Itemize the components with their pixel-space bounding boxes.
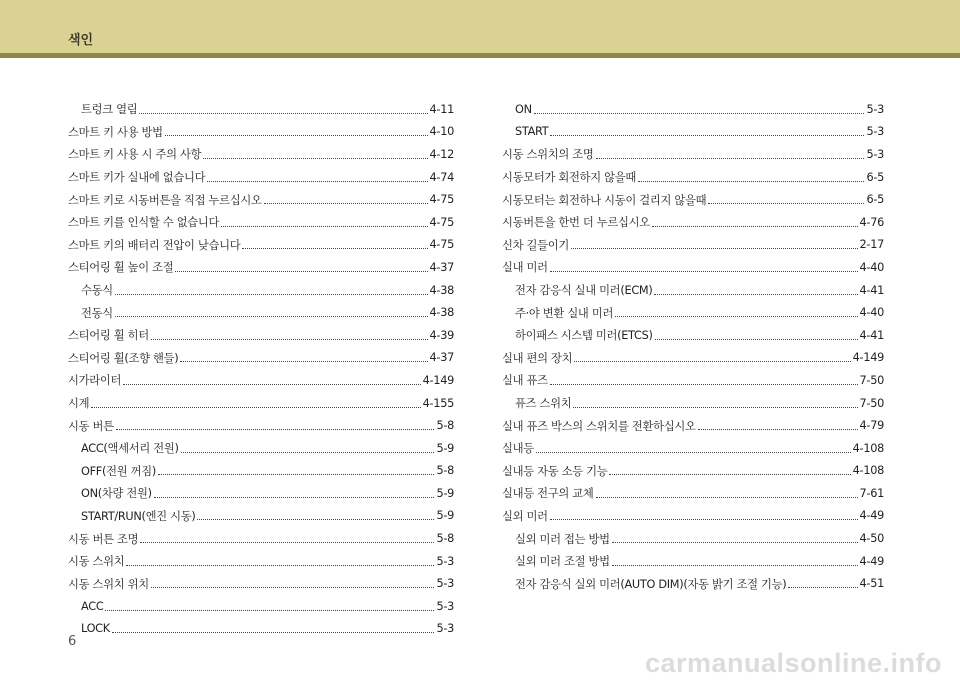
index-entry-label: 실내등 자동 소등 기능: [502, 464, 608, 478]
dot-leader: [652, 226, 858, 227]
index-entry-label: 시동 스위치: [68, 555, 125, 569]
index-entry-page: 4-108: [852, 464, 884, 478]
index-entry-label: LOCK: [81, 622, 110, 636]
dot-leader: [175, 271, 427, 272]
index-entry: [502, 279, 884, 302]
index-entry-label: 수동식: [81, 284, 113, 298]
index-entry-page: 4-10: [429, 125, 454, 139]
index-entry-label: 퓨즈 스위치: [515, 397, 572, 411]
index-entry-label: 실내 편의 장치: [502, 351, 573, 365]
index-entry: [502, 188, 884, 211]
index-entry: [68, 211, 454, 234]
index-entry: [68, 527, 454, 550]
index-entry: [502, 527, 884, 550]
index-entry-page: 4-155: [422, 396, 454, 410]
index-entry-page: 4-76: [859, 215, 884, 229]
index-entry-page: 7-50: [859, 396, 884, 410]
dot-leader: [242, 248, 427, 249]
index-entry-page: 4-37: [429, 351, 454, 365]
index-entry-label: 실내 미러: [502, 261, 548, 275]
dot-leader: [550, 271, 858, 272]
index-entry-page: 4-11: [429, 102, 454, 116]
index-entry-label: 실내등: [502, 442, 534, 456]
dot-leader: [573, 407, 857, 408]
index-entry: [502, 572, 884, 595]
dot-leader: [203, 158, 427, 159]
index-entry: [68, 414, 454, 437]
header-bar: [0, 0, 960, 53]
dot-leader: [698, 429, 858, 430]
dot-leader: [609, 474, 850, 475]
index-entry-label: 실외 미러: [502, 509, 548, 523]
index-entry: [68, 234, 454, 257]
index-entry-page: 4-75: [429, 193, 454, 207]
index-entry: [502, 121, 884, 144]
dot-leader: [550, 384, 858, 385]
page-number: 6: [68, 634, 77, 649]
dot-leader: [534, 113, 865, 114]
watermark: carmanualsonline.info: [644, 648, 942, 678]
index-entry: [68, 256, 454, 279]
dot-leader: [181, 452, 435, 453]
dot-leader: [596, 497, 858, 498]
dot-leader: [596, 158, 865, 159]
dot-leader: [116, 429, 435, 430]
index-entry-page: 4-12: [429, 147, 454, 161]
header-divider: [0, 53, 960, 58]
index-entry-page: 4-41: [859, 283, 884, 297]
index-entry-label: 트렁크 열림: [81, 103, 138, 117]
index-entry: [502, 347, 884, 370]
index-entry-label: 시동 버튼: [68, 419, 114, 433]
index-entry-page: 7-61: [859, 486, 884, 500]
index-column-right: [502, 98, 884, 595]
index-entry-page: 4-40: [859, 260, 884, 274]
index-entry-label: START: [515, 125, 549, 139]
index-entry: [502, 211, 884, 234]
index-entry: [502, 369, 884, 392]
index-entry-page: 5-8: [436, 419, 454, 433]
dot-leader: [115, 316, 428, 317]
dot-leader: [638, 181, 865, 182]
index-entry-page: 5-3: [436, 554, 454, 568]
index-entry: [502, 256, 884, 279]
dot-leader: [105, 610, 434, 611]
index-entry-page: 4-49: [859, 554, 884, 568]
index-entry-page: 4-41: [859, 328, 884, 342]
index-entry-label: 스티어링 휠 히터: [68, 329, 149, 343]
index-entry-label: START/RUN(엔진 시동): [81, 509, 196, 523]
index-entry-label: 시동모터는 회전하나 시동이 걸리지 않을때: [502, 193, 707, 207]
dot-leader: [158, 474, 434, 475]
index-entry: [502, 460, 884, 483]
index-entry-page: 4-40: [859, 306, 884, 320]
dot-leader: [140, 542, 434, 543]
index-entry-page: 4-75: [429, 238, 454, 252]
index-entry-label: 실내 퓨즈 박스의 스위치를 전환하십시오: [502, 419, 696, 433]
index-entry-page: 4-51: [859, 577, 884, 591]
index-entry: [502, 414, 884, 437]
index-entry-page: 4-149: [852, 351, 884, 365]
index-entry-page: 5-8: [436, 464, 454, 478]
index-entry: [68, 143, 454, 166]
index-entry: [502, 392, 884, 415]
index-entry-label: ON(차량 전원): [81, 487, 152, 501]
index-entry-label: 스마트 키가 실내에 없습니다: [68, 171, 206, 185]
index-entry-page: 6-5: [866, 170, 884, 184]
index-entry-page: 5-8: [436, 532, 454, 546]
dot-leader: [197, 519, 434, 520]
index-entry: [68, 460, 454, 483]
dot-leader: [180, 361, 427, 362]
index-entry-label: 전동식: [81, 306, 113, 320]
dot-leader: [151, 587, 435, 588]
index-entry-label: ACC: [81, 599, 104, 613]
index-entry-page: 5-3: [436, 577, 454, 591]
dot-leader: [154, 497, 435, 498]
page-title: 색인: [68, 33, 94, 48]
index-entry-label: 스마트 키 사용 방법: [68, 125, 163, 139]
index-entry-page: 5-3: [436, 622, 454, 636]
index-entry: [502, 166, 884, 189]
index-entry: [502, 234, 884, 257]
index-entry: [68, 392, 454, 415]
dot-leader: [536, 452, 851, 453]
dot-leader: [615, 316, 857, 317]
index-entry-label: 스마트 키로 시동버튼을 직접 누르십시오: [68, 193, 262, 207]
index-entry: [502, 505, 884, 528]
dot-leader: [571, 248, 858, 249]
index-entry-page: 5-3: [866, 125, 884, 139]
index-entry-label: 시계: [68, 397, 90, 411]
index-entry-page: 4-149: [422, 373, 454, 387]
index-entry-label: 실외 미러 접는 방법: [515, 532, 610, 546]
index-entry: [502, 98, 884, 121]
dot-leader: [126, 565, 434, 566]
index-entry-label: OFF(전원 꺼짐): [81, 464, 156, 478]
index-entry: [68, 121, 454, 144]
dot-leader: [612, 542, 858, 543]
index-entry: [502, 143, 884, 166]
index-entry-label: 스티어링 휠(조향 핸들): [68, 351, 179, 365]
index-entry: [68, 188, 454, 211]
index-entry-page: 4-38: [429, 306, 454, 320]
dot-leader: [165, 135, 428, 136]
index-entry-label: 전자 감응식 실외 미러(AUTO DIM)(자동 밝기 조절 기능): [515, 577, 787, 591]
index-entry: [68, 279, 454, 302]
index-entry-label: 스마트 키 사용 시 주의 사항: [68, 148, 202, 162]
index-column-left: [68, 98, 454, 640]
index-entry-label: ON: [515, 102, 532, 116]
index-entry-page: 4-79: [859, 419, 884, 433]
index-entry-page: 4-50: [859, 532, 884, 546]
dot-leader: [550, 519, 858, 520]
index-entry-label: 시동버튼을 한번 더 누르십시오: [502, 216, 650, 230]
index-entry: [68, 98, 454, 121]
index-entry-label: 하이패스 시스템 미러(ETCS): [515, 329, 653, 343]
index-entry: [68, 369, 454, 392]
dot-leader: [550, 135, 864, 136]
index-entry-page: 4-37: [429, 260, 454, 274]
index-entry: [68, 437, 454, 460]
index-entry-page: 4-49: [859, 509, 884, 523]
index-entry-label: 실내등 전구의 교체: [502, 487, 594, 501]
index-entry: [68, 595, 454, 618]
index-entry-page: 4-38: [429, 283, 454, 297]
index-entry: [502, 437, 884, 460]
dot-leader: [221, 226, 427, 227]
index-entry: [68, 550, 454, 573]
index-entry-label: 시동 스위치 위치: [68, 577, 149, 591]
index-entry-label: 시동 스위치의 조명: [502, 148, 594, 162]
index-entry-label: 시가라이터: [68, 374, 122, 388]
index-entry-label: 실외 미러 조절 방법: [515, 555, 610, 569]
dot-leader: [91, 407, 420, 408]
index-entry: [68, 347, 454, 370]
dot-leader: [574, 361, 850, 362]
dot-leader: [612, 565, 858, 566]
dot-leader: [112, 632, 435, 633]
index-entry-label: 실내 퓨즈: [502, 374, 548, 388]
index-entry: [502, 550, 884, 573]
index-entry: [502, 482, 884, 505]
index-entry-label: 전자 감응식 실내 미러(ECM): [515, 284, 653, 298]
dot-leader: [788, 587, 857, 588]
index-entry-label: 주·야 변환 실내 미러: [515, 306, 614, 320]
index-entry-page: 4-108: [852, 441, 884, 455]
index-entry: [68, 324, 454, 347]
index-entry-label: 신차 길들이기: [502, 238, 569, 252]
dot-leader: [655, 339, 858, 340]
index-entry-label: 시동모터가 회전하지 않을때: [502, 171, 636, 185]
index-entry-page: 5-3: [866, 147, 884, 161]
index-entry-page: 5-9: [436, 509, 454, 523]
dot-leader: [115, 294, 428, 295]
dot-leader: [123, 384, 421, 385]
index-entry: [68, 482, 454, 505]
dot-leader: [207, 181, 427, 182]
index-entry-page: 6-5: [866, 193, 884, 207]
dot-leader: [151, 339, 428, 340]
index-entry-page: 5-9: [436, 486, 454, 500]
index-entry: [68, 572, 454, 595]
index-entry-page: 4-39: [429, 328, 454, 342]
index-entry: [68, 301, 454, 324]
index-entry: [68, 166, 454, 189]
index-entry: [68, 505, 454, 528]
index-entry-page: 5-3: [866, 102, 884, 116]
index-entry: [502, 324, 884, 347]
dot-leader: [654, 294, 857, 295]
index-entry-label: ACC(액세서리 전원): [81, 442, 179, 456]
index-entry-page: 4-74: [429, 170, 454, 184]
index-entry-page: 2-17: [859, 238, 884, 252]
index-entry: [68, 618, 454, 641]
dot-leader: [708, 203, 864, 204]
index-entry: [502, 301, 884, 324]
index-entry-page: 4-75: [429, 215, 454, 229]
index-entry-label: 스티어링 휠 높이 조절: [68, 261, 174, 275]
index-entry-label: 스마트 키의 배터리 전압이 낮습니다: [68, 238, 241, 252]
index-entry-page: 5-9: [436, 441, 454, 455]
dot-leader: [139, 113, 427, 114]
index-entry-label: 시동 버튼 조명: [68, 532, 139, 546]
index-entry-page: 7-50: [859, 373, 884, 387]
index-entry-label: 스마트 키를 인식할 수 없습니다: [68, 216, 220, 230]
index-entry-page: 5-3: [436, 599, 454, 613]
dot-leader: [264, 203, 428, 204]
